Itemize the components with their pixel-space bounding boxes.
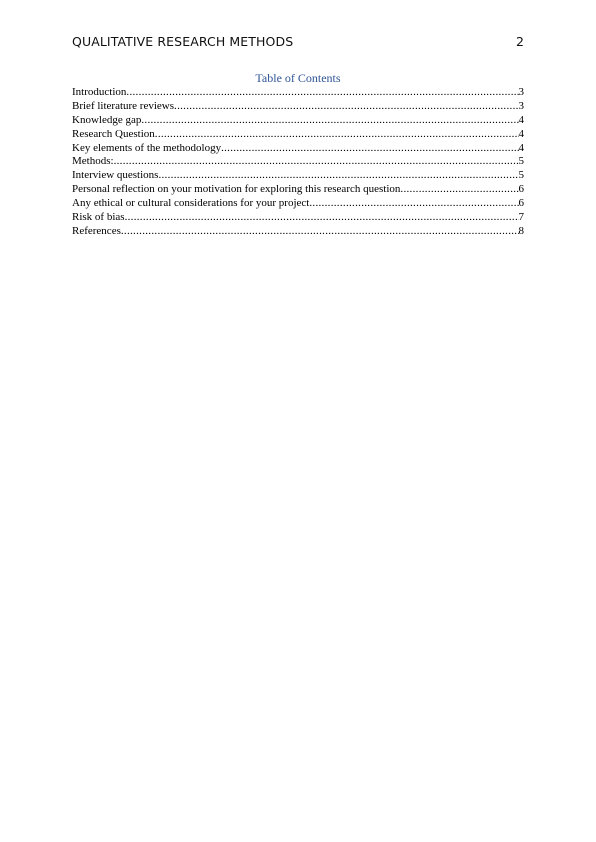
toc-dot-leader [158,169,518,183]
toc-entry-label: Brief literature reviews [72,99,175,112]
toc-entry-label: References [72,224,121,237]
toc-dot-leader [126,86,518,100]
toc-dot-leader [114,155,519,169]
toc-entry[interactable] [72,211,524,225]
toc-entry-page: 7 [518,211,524,224]
toc-dot-leader [121,225,519,239]
toc-entry-page: 6 [518,183,524,196]
toc-entry[interactable] [72,197,524,211]
toc-dot-leader [174,100,518,114]
toc-title: Table of Contents [255,71,341,85]
toc-entry-page: 8 [518,224,524,237]
page-header [72,34,524,49]
toc-entry[interactable] [72,142,524,156]
page-number: 2 [515,34,524,49]
toc-entry-page: 3 [518,99,524,112]
toc-entry[interactable] [72,86,524,100]
toc-entry-page: 5 [518,169,524,182]
toc-dot-leader [125,211,519,225]
toc-dot-leader [141,114,518,128]
toc-entry-page: 5 [518,155,524,168]
toc-entry-label: Personal reflection on your motivation for exploring this research question [72,183,401,196]
toc-entry-label: Methods: [72,155,114,168]
toc-entry[interactable] [72,183,524,197]
toc-dot-leader [309,197,518,211]
toc-entry-page: 4 [518,127,524,140]
toc-entry-label: Risk of bias [72,211,125,224]
toc-entry-page: 4 [518,141,524,154]
toc-entry-label: Introduction [72,86,127,98]
toc-entry[interactable] [72,100,524,114]
toc-entry[interactable] [72,169,524,183]
toc-entry[interactable] [72,155,524,169]
toc-entry-label: Knowledge gap [72,113,142,126]
running-head: QUALITATIVE RESEARCH METHODS [72,34,294,49]
toc-entry-label: Research Question [72,127,155,140]
toc-dot-leader [155,128,519,142]
toc-entry-page: 3 [518,86,524,98]
toc-entry-label: Key elements of the methodology [72,141,222,154]
toc-entry-page: 4 [518,113,524,126]
toc-entry[interactable] [72,225,524,239]
table-of-contents [72,86,524,239]
toc-dot-leader [221,142,518,156]
toc-dot-leader [400,183,518,197]
toc-entry-label: Interview questions [72,169,159,182]
toc-entry[interactable] [72,114,524,128]
toc-entry-label: Any ethical or cultural considerations for your project [72,197,310,210]
toc-entry-page: 6 [518,197,524,210]
toc-entry[interactable] [72,128,524,142]
